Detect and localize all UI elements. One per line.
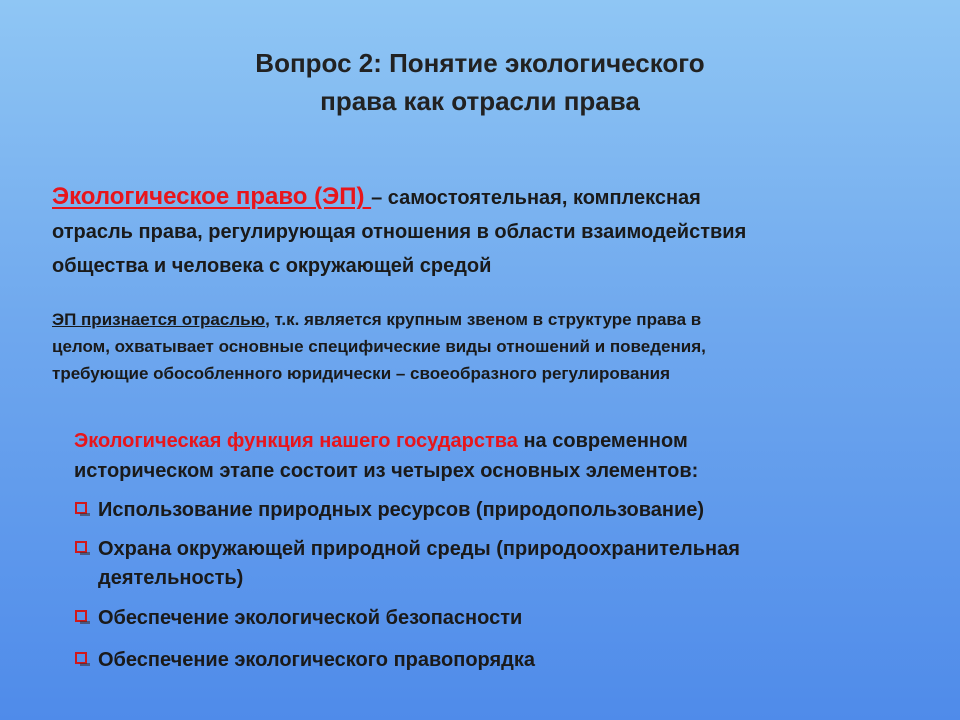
recognition-line-1-text: , т.к. является крупным звеном в структуре права в bbox=[265, 310, 702, 329]
list-item-text-continued: деятельность) bbox=[98, 567, 244, 589]
list-item bbox=[74, 496, 934, 525]
list-item bbox=[74, 535, 934, 593]
definition-term: Экологическое право (ЭП) bbox=[52, 183, 372, 210]
definition-line-3: общества и человека с окружающей средой bbox=[52, 255, 492, 277]
list-item bbox=[74, 604, 934, 633]
function-highlight: Экологическая функция нашего государства bbox=[74, 430, 518, 452]
recognition-paragraph bbox=[52, 306, 912, 387]
slide-title-line-2: права как отрасли права bbox=[320, 86, 640, 116]
definition-line-2: отрасль права, регулирующая отношения в области взаимодействия bbox=[52, 221, 747, 243]
slide-title-line-1: Вопрос 2: Понятие экологического bbox=[255, 48, 705, 78]
slide-title bbox=[0, 44, 960, 120]
square-checkbox-icon bbox=[75, 502, 87, 514]
list-item-text: Использование природных ресурсов (природопользование) bbox=[98, 499, 705, 521]
list-item-text: Обеспечение экологической безопасности bbox=[98, 607, 523, 629]
list-item-text: Обеспечение экологического правопорядка bbox=[98, 649, 535, 671]
function-paragraph bbox=[74, 426, 914, 486]
square-checkbox-icon bbox=[75, 652, 87, 664]
function-line-1-text: на современном bbox=[517, 430, 688, 452]
recognition-line-1 bbox=[52, 306, 912, 333]
recognition-line-3: требующие обособленного юридически – своеобразного регулирования bbox=[52, 364, 671, 383]
definition-paragraph bbox=[52, 180, 912, 283]
recognition-line-2: целом, охватывает основные специфические виды отношений и поведения, bbox=[52, 337, 706, 356]
list-item bbox=[74, 646, 934, 675]
square-checkbox-icon bbox=[75, 610, 87, 622]
recognition-underlined: ЭП признается отраслью bbox=[52, 310, 266, 329]
definition-line-1 bbox=[52, 180, 912, 215]
definition-line-1-text: – самостоятельная, комплексная bbox=[371, 187, 701, 209]
function-line-2: историческом этапе состоит из четырех основных элементов: bbox=[74, 460, 699, 482]
square-checkbox-icon bbox=[75, 541, 87, 553]
function-line-1 bbox=[74, 426, 914, 456]
list-item-text: Охрана окружающей природной среды (природоохранительная bbox=[98, 538, 740, 560]
elements-list bbox=[74, 496, 934, 675]
